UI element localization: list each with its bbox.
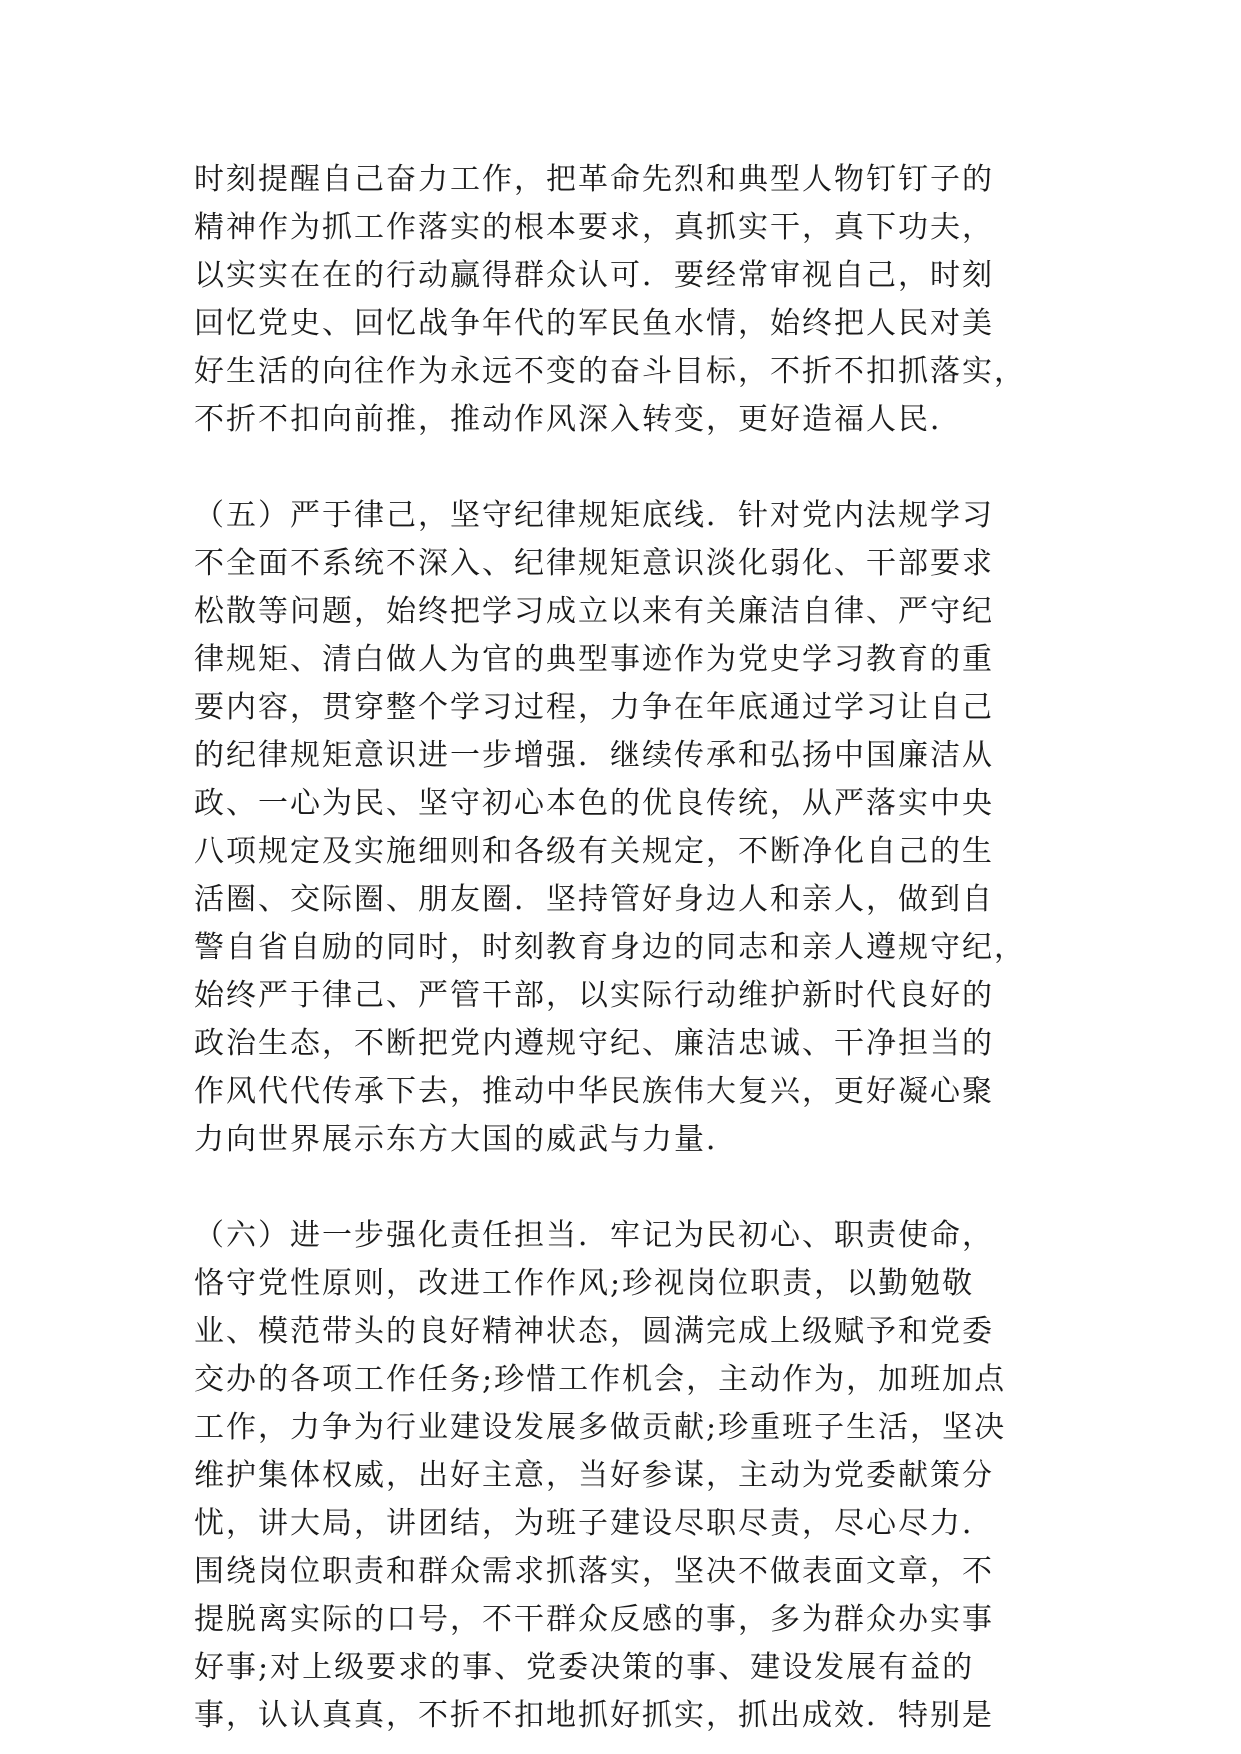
text-line: 始终严于律己、严管干部，以实际行动维护新时代良好的 (194, 978, 994, 1013)
text-line: 政治生态，不断把党内遵规守纪、廉洁忠诚、干净担当的 (194, 1026, 994, 1061)
text-line: 好事;对上级要求的事、党委决策的事、建设发展有益的 (194, 1650, 975, 1685)
text-line: 律规矩、清白做人为官的典型事迹作为党史学习教育的重 (194, 642, 994, 677)
text-line: 围绕岗位职责和群众需求抓落实，坚决不做表面文章，不 (194, 1554, 994, 1589)
text-line: 松散等问题，始终把学习成立以来有关廉洁自律、严守纪 (194, 594, 994, 629)
paragraph-spacer (194, 444, 1044, 492)
text-line: 工作，力争为行业建设发展多做贡献;珍重班子生活，坚决 (194, 1410, 1007, 1445)
text-line: 警自省自励的同时，时刻教育身边的同志和亲人遵规守纪， (194, 930, 1026, 965)
text-line: 事，认认真真，不折不扣地抓好抓实，抓出成效．特别是 (194, 1698, 994, 1733)
text-line: 时刻提醒自己奋力工作，把革命先烈和典型人物钉钉子的 (194, 162, 994, 197)
paragraph-section-six (194, 1212, 1044, 1740)
paragraph-section-five (194, 492, 1044, 1164)
paragraph-continuation (194, 156, 1044, 444)
text-line: 回忆党史、回忆战争年代的军民鱼水情，始终把人民对美 (194, 306, 994, 341)
text-line: 不折不扣向前推，推动作风深入转变，更好造福人民． (194, 402, 962, 437)
text-line: 交办的各项工作任务;珍惜工作机会，主动作为，加班加点 (194, 1362, 1007, 1397)
text-line: 精神作为抓工作落实的根本要求，真抓实干，真下功夫， (194, 210, 994, 245)
text-line: 恪守党性原则，改进工作作风;珍视岗位职责，以勤勉敬 (194, 1266, 975, 1301)
document-body (194, 156, 1044, 1740)
text-line: 政、一心为民、坚守初心本色的优良传统，从严落实中央 (194, 786, 994, 821)
text-line: 以实实在在的行动赢得群众认可．要经常审视自己，时刻 (194, 258, 994, 293)
text-line: 的纪律规矩意识进一步增强．继续传承和弘扬中国廉洁从 (194, 738, 994, 773)
text-line: 八项规定及实施细则和各级有关规定，不断净化自己的生 (194, 834, 994, 869)
text-line: 忧，讲大局，讲团结，为班子建设尽职尽责，尽心尽力． (194, 1506, 994, 1541)
text-line: （六）进一步强化责任担当．牢记为民初心、职责使命， (194, 1218, 994, 1253)
text-line: 活圈、交际圈、朋友圈．坚持管好身边人和亲人，做到自 (194, 882, 994, 917)
text-line: 要内容，贯穿整个学习过程，力争在年底通过学习让自己 (194, 690, 994, 725)
paragraph-spacer (194, 1164, 1044, 1212)
text-line: 作风代代传承下去，推动中华民族伟大复兴，更好凝心聚 (194, 1074, 994, 1109)
text-line: 不全面不系统不深入、纪律规矩意识淡化弱化、干部要求 (194, 546, 994, 581)
text-line: 提脱离实际的口号，不干群众反感的事，多为群众办实事 (194, 1602, 994, 1637)
text-line: （五）严于律己，坚守纪律规矩底线．针对党内法规学习 (194, 498, 994, 533)
text-line: 业、模范带头的良好精神状态，圆满完成上级赋予和党委 (194, 1314, 994, 1349)
text-line: 力向世界展示东方大国的威武与力量． (194, 1122, 738, 1157)
text-line: 好生活的向往作为永远不变的奋斗目标，不折不扣抓落实， (194, 354, 1026, 389)
text-line: 维护集体权威，出好主意，当好参谋，主动为党委献策分 (194, 1458, 994, 1493)
